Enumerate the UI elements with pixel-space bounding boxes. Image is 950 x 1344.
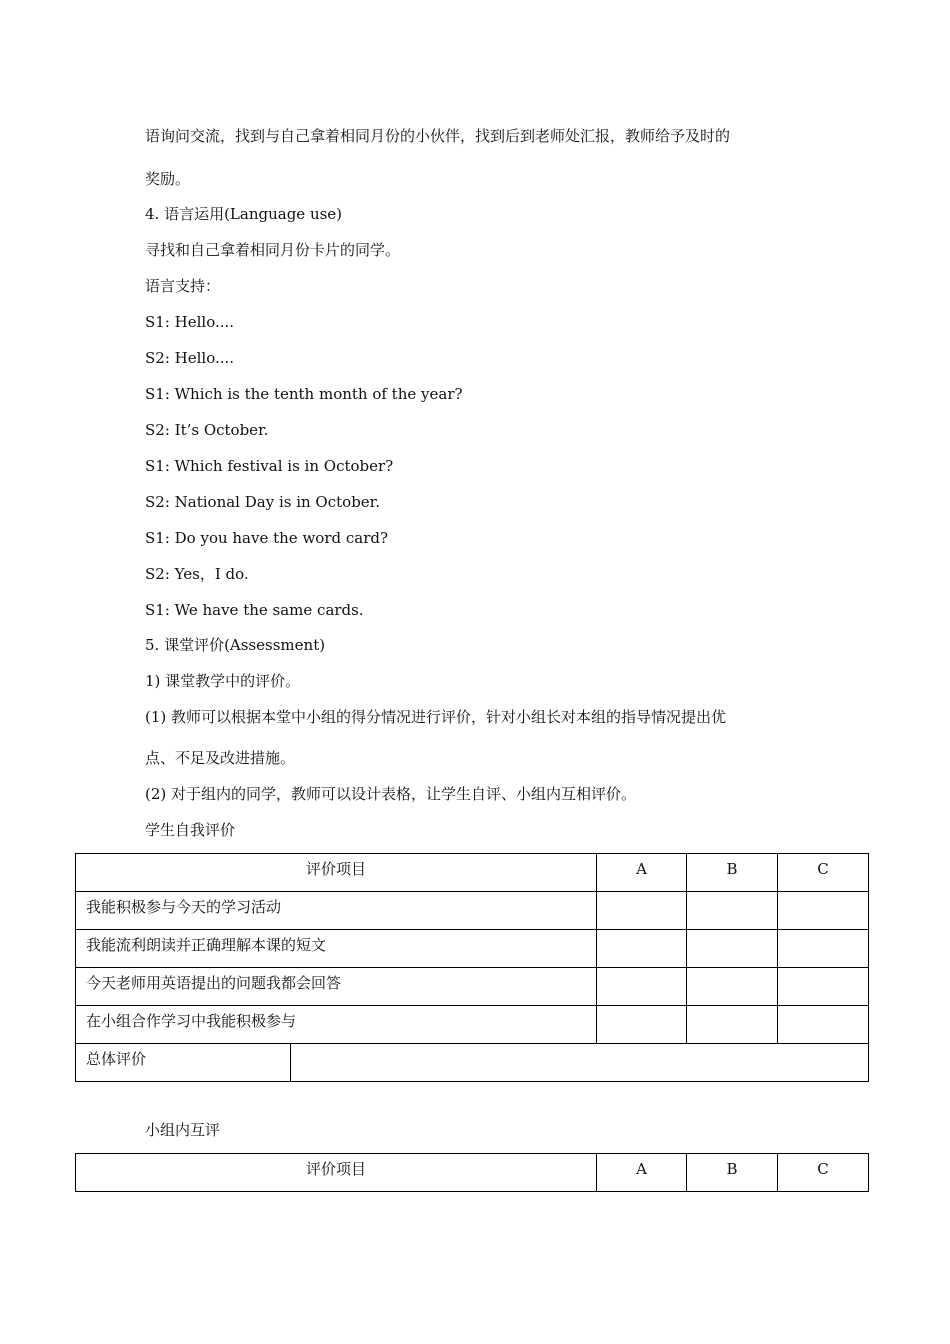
header-cell: A <box>636 1160 647 1178</box>
grade-cell <box>597 930 687 968</box>
grade-cell <box>778 968 869 1006</box>
total-label: 总体评价 <box>86 1050 147 1068</box>
table-total-row <box>76 1044 869 1082</box>
table-title: 学生自我评价 <box>145 821 236 839</box>
header-cell: C <box>817 860 829 878</box>
grade-cell <box>597 968 687 1006</box>
grade-cell <box>597 1006 687 1044</box>
paragraph-line: 1) 课堂教学中的评价。 <box>145 672 301 690</box>
section-heading: 5. 课堂评价(Assessment) <box>145 636 326 654</box>
header-cell: A <box>636 860 647 878</box>
table-row <box>76 968 869 1006</box>
grade-cell <box>778 892 869 930</box>
row-label: 在小组合作学习中我能积极参与 <box>86 1012 297 1030</box>
dialogue-line: S1: Which is the tenth month of the year? <box>145 385 463 403</box>
paragraph-line: 点、不足及改进措施。 <box>145 749 296 767</box>
grade-cell <box>778 930 869 968</box>
grade-cell <box>687 892 778 930</box>
total-value-cell <box>291 1044 869 1082</box>
grade-cell <box>778 1006 869 1044</box>
table-header-row <box>76 854 869 892</box>
self-eval-table <box>75 853 869 1082</box>
header-cell: 评价项目 <box>306 860 367 878</box>
table-row <box>76 892 869 930</box>
dialogue-line: S1: We have the same cards. <box>145 601 364 619</box>
dialogue-line: S1: Do you have the word card? <box>145 529 389 547</box>
header-cell: C <box>817 1160 829 1178</box>
grade-cell <box>687 930 778 968</box>
group-eval-table <box>75 1153 869 1192</box>
grade-cell <box>597 892 687 930</box>
row-label: 今天老师用英语提出的问题我都会回答 <box>86 974 342 992</box>
dialogue-line: S2: Hello.... <box>145 349 235 367</box>
table-title: 小组内互评 <box>145 1121 221 1139</box>
table-row <box>76 930 869 968</box>
row-label: 我能流利朗读并正确理解本课的短文 <box>86 936 327 954</box>
dialogue-line: S2: It’s October. <box>145 421 269 439</box>
paragraph-line: (1) 教师可以根据本堂中小组的得分情况进行评价，针对小组长对本组的指导情况提出优 <box>145 708 727 726</box>
grade-cell <box>687 968 778 1006</box>
dialogue-line: S1: Hello.... <box>145 313 235 331</box>
section-heading: 4. 语言运用(Language use) <box>145 205 343 223</box>
header-cell: 评价项目 <box>305 1160 366 1178</box>
paragraph-line: 语询问交流，找到与自己拿着相同月份的小伙伴，找到后到老师处汇报，教师给予及时的 <box>145 127 731 145</box>
grade-cell <box>687 1006 778 1044</box>
paragraph-line: (2) 对于组内的同学，教师可以设计表格，让学生自评、小组内互相评价。 <box>145 785 637 803</box>
table-header-row <box>76 1154 869 1192</box>
dialogue-line: S2: Yes，I do. <box>145 565 249 583</box>
dialogue-line: S2: National Day is in October. <box>145 493 380 511</box>
header-cell: B <box>726 1160 738 1178</box>
paragraph-line: 寻找和自己拿着相同月份卡片的同学。 <box>145 241 401 259</box>
dialogue-line: S1: Which festival is in October? <box>145 457 394 475</box>
paragraph-line: 奖励。 <box>145 170 191 188</box>
table-row <box>76 1006 869 1044</box>
row-label: 我能积极参与今天的学习活动 <box>86 898 282 916</box>
paragraph-line: 语言支持： <box>145 277 221 295</box>
header-cell: B <box>726 860 738 878</box>
